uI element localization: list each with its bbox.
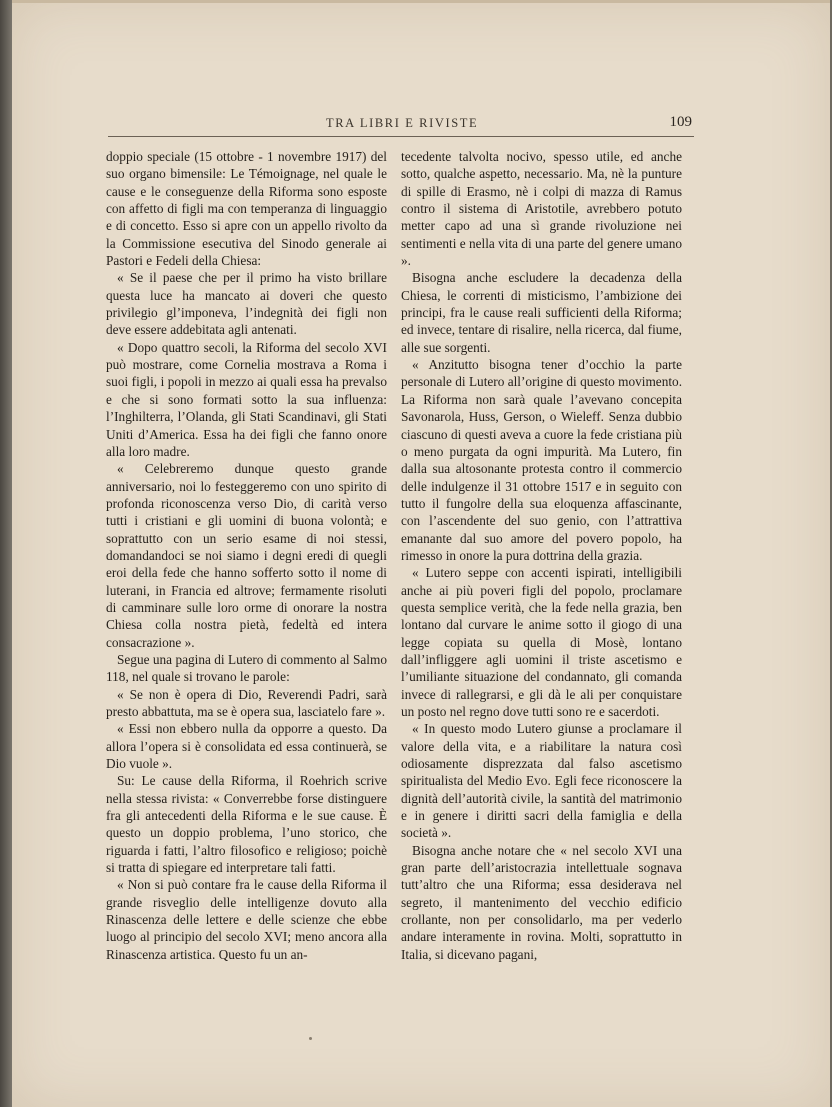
paragraph: tecedente talvolta nocivo, spesso utile, ed anche sotto, qualche aspetto, necessario. Ma, nè la punture di spille di Erasmo, nè i colpi di mazza di Ramus contro il sistema di Aristotile, avrebbero potuto metter capo ad una sì grande rivoluzione nei sentimenti e nella vita di una parte del genere umano ». — [401, 149, 682, 269]
paragraph: « Anzitutto bisogna tener d’occhio la parte personale di Lutero all’origine di questo movimento. La Riforma non sarà quale l’avevano concepita Savonarola, Huss, Gerson, o Wieleff. Senza dubbio ciascuno di questi aveva a cuore la fede cristiana più o meno purgata da ogni impurità. Ma Lutero, fin dalla sua altosonante protesta contro il commercio delle indulgenze il 31 ottobre 1517 e in seguito con tutto il fungolre della sua eloquenza affascinante, con l’ascendente del suo genio, con l’attrattiva emanante dal suo amore del povero popolo, ha rimesso in onore la pura dottrina della grazia. — [401, 357, 683, 563]
right-column — [401, 148, 682, 963]
paragraph: « Non si può contare fra le cause della Riforma il grande risveglio delle intelligenze dovuto alla Rinascenza delle lettere e delle scienze che ebbe luogo al principio del secolo XVI; meno ancora alla Rinascenza artistica. Questo fu un an- — [106, 877, 387, 962]
paragraph: « Se non è opera di Dio, Reverendi Padri, sarà presto abbattuta, ma se è opera sua, lasciatelo fare ». — [106, 686, 387, 719]
paragraph: « Dopo quattro secoli, la Riforma del secolo XVI può mostrare, come Cornelia mostrava a Roma i suoi figli, i popoli in mezzo ai quali essa ha prevalso e che si sono formati sotto la sua influenza: l’Inghilterra, l’Olanda, gli Stati Scandinavi, gli Stati Uniti d’America. Essa ha dei figli che fanno onore alla loro madre. — [106, 339, 387, 459]
page-number: 109 — [669, 114, 692, 130]
page-header — [108, 116, 694, 137]
paragraph: Bisogna anche escludere la decadenza della Chiesa, le correnti di misticismo, l’ambizione dei principi, fra le cause reali sufficienti della Riforma; ed invece, tentare di risalire, nella ricerca, dal fiume, alle sue sorgenti. — [401, 270, 682, 355]
paragraph: Su: Le cause della Riforma, il Roehrich scrive nella stessa rivista: « Converrebbe forse distinguere fra gli antecedenti della Riforma e le sue cause. È questo un doppio problema, l’uno storico, che riguarda i fatti, l’altro filosofico e religioso; poichè si tratta di spiegare ed interpretare tali fatti. — [106, 773, 387, 876]
paragraph: « Se il paese che per il primo ha visto brillare questa luce ha mancato ai doveri che questo privilegio gl’imponeva, l’indegnità dei figli non deve essere addebitata agli antenati. — [106, 270, 387, 338]
paragraph: « Essi non ebbero nulla da opporre a questo. Da allora l’opera si è consolidata ed essa continuerà, se Dio vuole ». — [106, 721, 387, 772]
paragraph: doppio speciale (15 ottobre - 1 novembre 1917) del suo organo bimensile: Le Témoignage, nel quale le cause e le conseguenze della Riforma sono esposte con affetto di figli ma con temperanza di linguaggio e di concetto. Esso si apre con un appello rivolto da la Commissione esecutiva del Sinodo generale ai Pastori e Fedeli della Chiesa: — [106, 149, 387, 269]
paragraph: « Celebreremo dunque questo grande anniversario, noi lo festeggeremo con uno spirito di profonda riconoscenza verso Dio, di carità verso tutti i cristiani e gli uomini di buona volontà; e soprattutto con un serio esame di noi stessi, domandandoci se noi siamo i degni eredi di quegli eroi della fede che hanno sofferto sotto il nome di luterani, in Francia ed altrove; fermamente risoluti di camminare sulle loro orme di onorare la nostra Chiesa colla nostra pietà, fedeltà ed intera consacrazione ». — [106, 461, 387, 650]
paragraph: « Lutero seppe con accenti ispirati, intelligibili anche ai più poveri figli del popolo, proclamare questa semplice verità, che la fede nella grazia, ben lontano dal curvare le anime sotto il giogo di una legge copiata su quella di Mosè, lontano dall’infliggere agli uomini il triste ascetismo e l’umiliante situazione del condannato, gli comanda invece di rallegrarsi, e gli dà le ali per conquistare un posto nel regno dove tutti sono re e sacerdoti. — [401, 565, 682, 719]
paragraph: « In questo modo Lutero giunse a proclamare il valore della vita, e a riabilitare la natura così odiosamente disprezzata dal falso ascetismo spiritualista del Medio Evo. Egli fece riconoscere la dignità dell’autorità civile, la santità del matrimonio e in genere i diritti sacri della famiglia e della società ». — [401, 721, 682, 841]
paper-speck — [309, 1037, 312, 1040]
text-columns — [106, 148, 682, 963]
left-column — [106, 148, 387, 963]
book-spine-shadow — [0, 0, 12, 1107]
paragraph: Bisogna anche notare che « nel secolo XVI una gran parte dell’aristocrazia intellettuale sognava tutt’altro che una Riforma; essa desiderava nel segreto, il mantenimento del vecchio edificio crollante, non per consolidarlo, ma per vederlo andare interamente in rovina. Molti, soprattutto in Italia, si dicevano pagani, — [401, 842, 682, 962]
paragraph: Segue una pagina di Lutero di commento al Salmo 118, nel quale si trovano le parole: — [106, 651, 387, 685]
running-head: TRA LIBRI E RIVISTE — [326, 116, 479, 130]
